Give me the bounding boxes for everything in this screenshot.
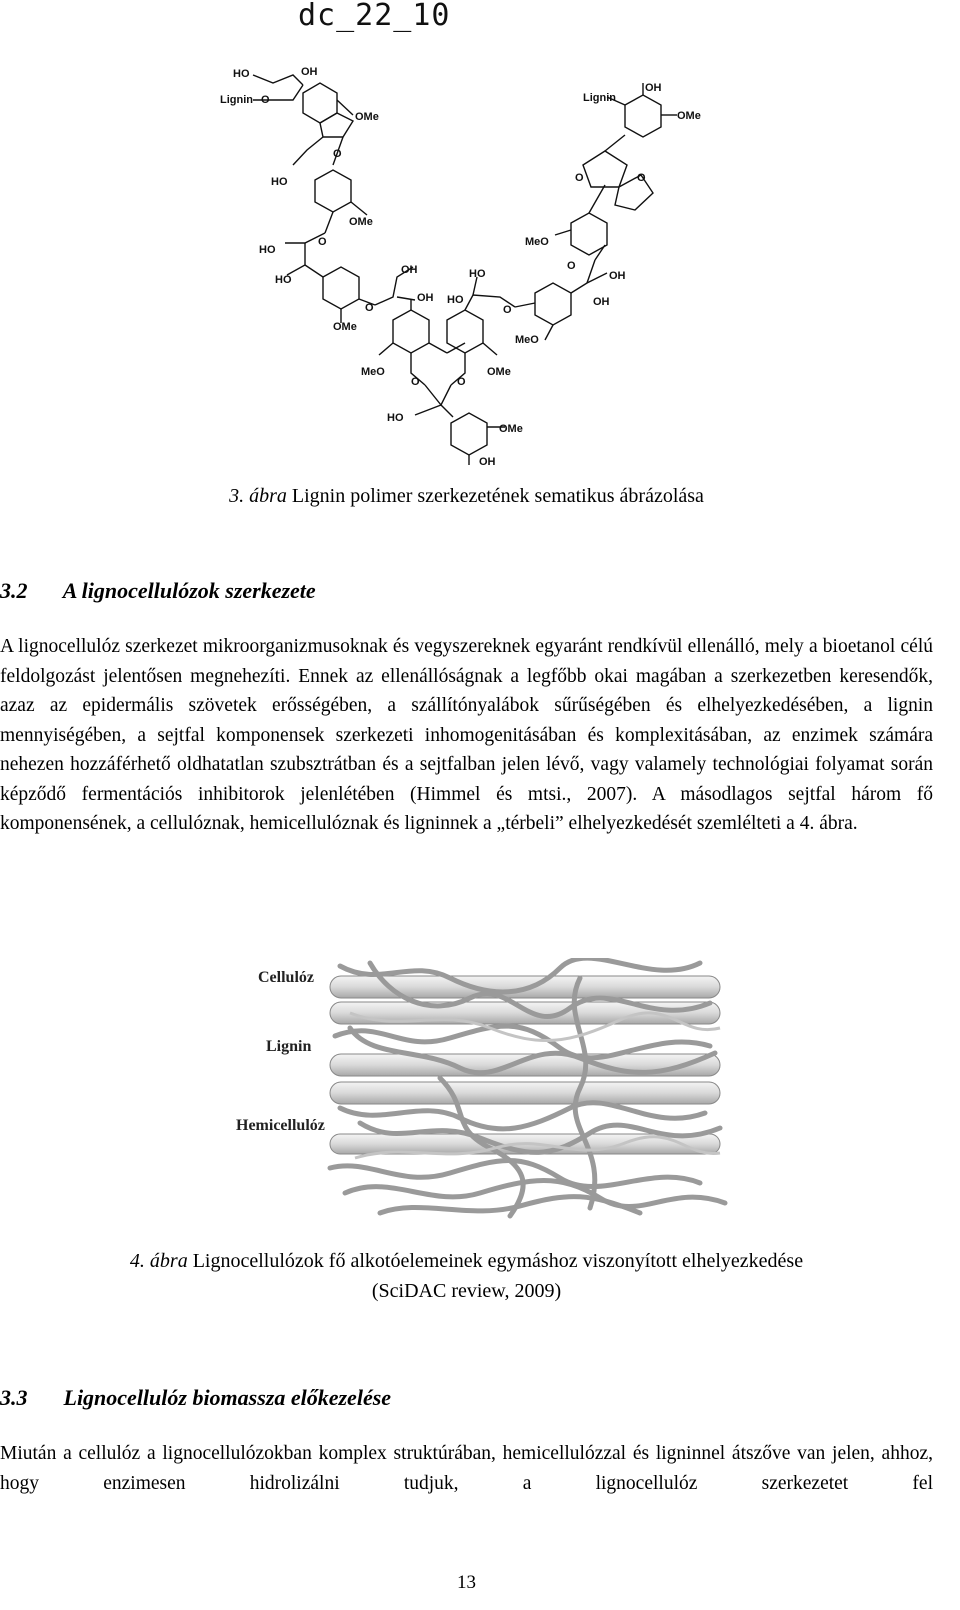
section-3-3-heading: [0, 1385, 391, 1411]
section-3-3-paragraph: Miután a cellulóz a lignocellulózokban komplex struktúrában, hemicellulózzal és ligninnel átszőve van jelen, ahhoz, hogy enzimesen hidrolizálni tudjuk, a lignocellulóz szerkezetet fel: [0, 1443, 933, 1494]
section-3-3-title: Lignocellulóz biomassza előkezelése: [63, 1385, 392, 1410]
header-code: dc_22_10: [298, 0, 451, 33]
svg-text:HO: HO: [447, 294, 464, 306]
svg-text:HO: HO: [469, 268, 486, 280]
figure4-label-cellulose: Cellulóz: [258, 969, 314, 986]
svg-text:O: O: [567, 260, 576, 272]
svg-text:HO: HO: [233, 68, 250, 80]
svg-text:OMe: OMe: [355, 111, 379, 123]
svg-text:OH: OH: [401, 264, 418, 276]
svg-text:O: O: [365, 302, 374, 314]
svg-text:HO: HO: [259, 244, 276, 256]
svg-text:O: O: [318, 236, 327, 248]
svg-text:HO: HO: [275, 274, 292, 286]
svg-text:O: O: [411, 376, 420, 388]
svg-text:OMe: OMe: [499, 423, 523, 435]
svg-text:HO: HO: [387, 412, 404, 424]
section-3-2-paragraph: A lignocellulóz szerkezet mikroorganizmusoknak és vegyszereknek egyaránt rendkívül ellenálló, mely a bioetanol célú feldolgozást jelentősen megnehezíti. Ennek az ellenállóságnak a legfőbb okai magában a szerkezetben keresendők, azaz az epidermális szövetek erősségében, a szállítónyalábok sűrűségében és elhelyezkedésében, a lignin mennyiségében, a sejtfal komponensek szerkezeti inhomogenitásában és komplexitásában, az enzimek számára nehezen hozzáférhető oldhatatlan szubsztrátban és a sejtfalban jelen lévő, vagy valamely technológiai folyamat során képződő fermentációs inhibitorok jelenlétében (Himmel és mtsi., 2007). A másodlagos sejtfal három fő komponensének, a cellulóznak, hemicellulóznak és ligninnek a „térbeli” elhelyezkedését szemlélteti a 4. ábra.: [0, 636, 933, 834]
svg-text:O: O: [503, 304, 512, 316]
svg-text:Lignin: Lignin: [220, 94, 253, 106]
svg-text:OMe: OMe: [349, 216, 373, 228]
figure4-caption-text: Lignocellulózok fő alkotóelemeinek egymáshoz viszonyított elhelyezkedése: [192, 1250, 804, 1272]
svg-text:O: O: [637, 172, 646, 184]
svg-text:MeO: MeO: [361, 366, 385, 378]
lignin-structure-figure: [215, 55, 735, 480]
svg-text:OH: OH: [645, 82, 662, 94]
svg-text:MeO: MeO: [515, 334, 539, 346]
svg-text:OH: OH: [593, 296, 610, 308]
section-3-2-title: A lignocellulózok szerkezete: [62, 578, 316, 603]
svg-text:MeO: MeO: [525, 236, 549, 248]
svg-text:O: O: [457, 376, 466, 388]
figure3-caption-lead: 3. ábra: [229, 485, 287, 507]
svg-text:HO: HO: [271, 176, 288, 188]
svg-text:O: O: [575, 172, 584, 184]
svg-text:OH: OH: [417, 292, 434, 304]
figure4-caption-lead: 4. ábra: [129, 1250, 188, 1272]
figure3-caption: [0, 485, 933, 508]
svg-text:OMe: OMe: [333, 321, 357, 333]
svg-text:O: O: [261, 94, 270, 106]
figure4-label-hemicellulose: Hemicellulóz: [236, 1117, 325, 1134]
svg-text:OH: OH: [301, 66, 318, 78]
page-number: 13: [457, 1572, 476, 1593]
section-3-3-number: 3.3: [0, 1385, 28, 1410]
lignocellulose-figure: [230, 958, 730, 1223]
svg-text:Lignin: Lignin: [583, 92, 616, 104]
figure4-caption-source: (SciDAC review, 2009): [371, 1280, 562, 1302]
structure-labels: [220, 66, 701, 468]
figure3-caption-text: Lignin polimer szerkezetének sematikus ábrázolása: [291, 485, 704, 507]
figure4-caption: [0, 1250, 933, 1273]
section-3-2-heading: [0, 578, 316, 604]
svg-text:OH: OH: [609, 270, 626, 282]
svg-text:OH: OH: [479, 456, 496, 468]
svg-text:OMe: OMe: [677, 110, 701, 122]
figure4-label-lignin: Lignin: [266, 1038, 312, 1055]
svg-text:O: O: [333, 148, 342, 160]
section-3-2-number: 3.2: [0, 578, 28, 603]
svg-text:OMe: OMe: [487, 366, 511, 378]
